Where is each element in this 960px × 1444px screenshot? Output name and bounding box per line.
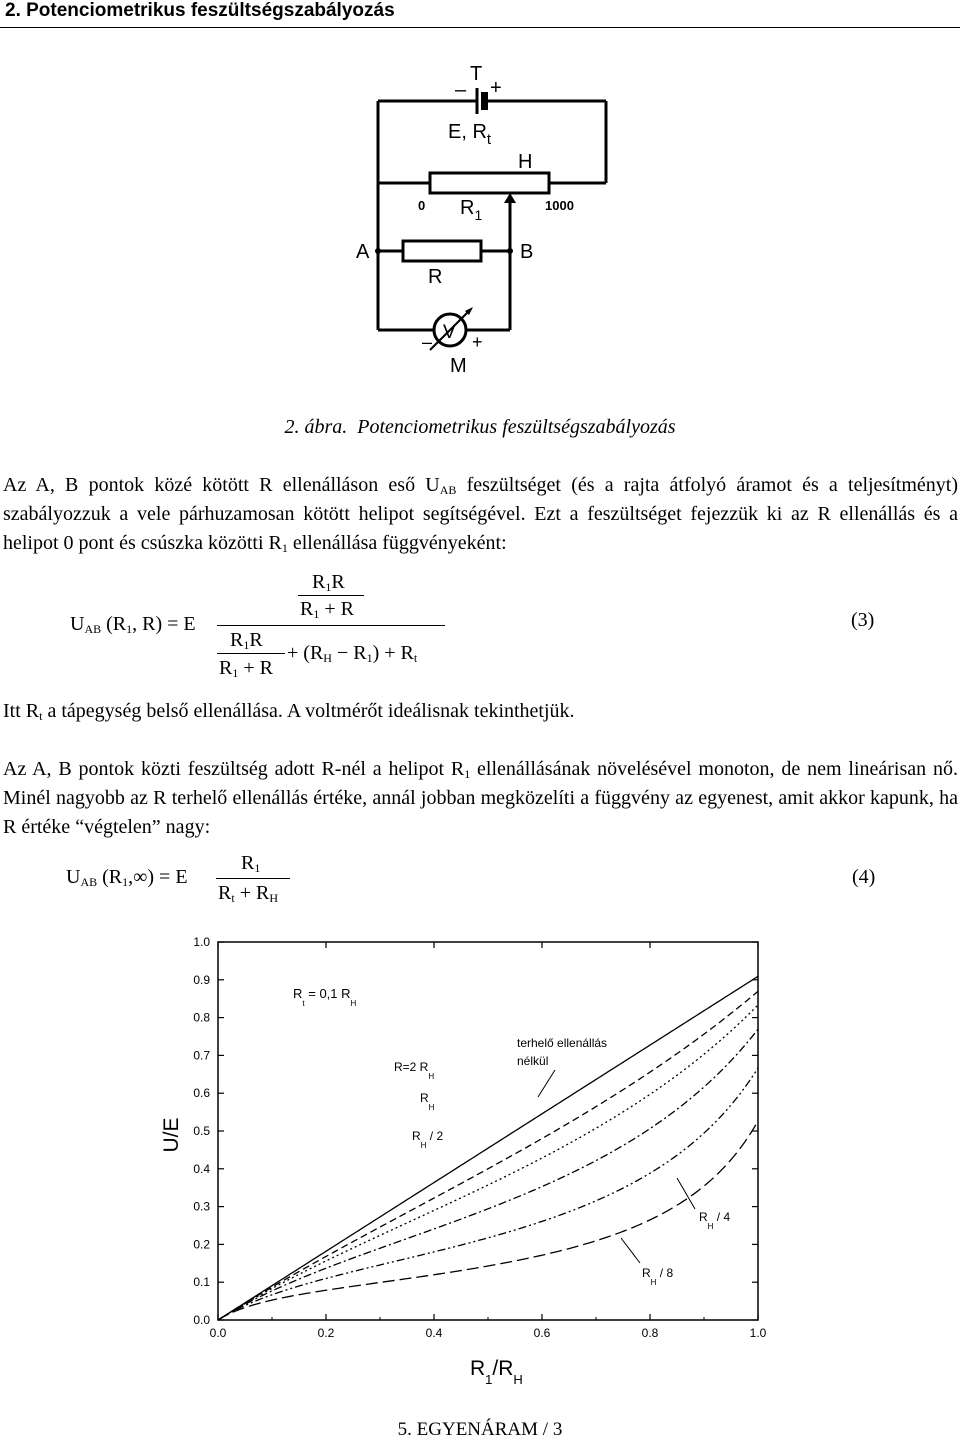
y-tick-label: 0.2 bbox=[193, 1237, 210, 1252]
eq3-num: $R_1R$ bbox=[312, 571, 345, 594]
node-b-dot bbox=[507, 248, 513, 254]
meter-plus: + bbox=[472, 332, 483, 352]
series-line-4 bbox=[218, 1068, 758, 1320]
x-tick-label: 0.4 bbox=[425, 1326, 443, 1340]
eq4-num: $R_1$ bbox=[241, 852, 261, 875]
source-label: E, $R_t$ bbox=[448, 121, 492, 148]
rt-annotation: $R_t = 0,1$ $R_H$ bbox=[293, 986, 357, 1008]
header-rule bbox=[0, 27, 960, 28]
y-tick-label: 0.3 bbox=[193, 1199, 210, 1214]
voltage-ratio-chart bbox=[150, 925, 830, 1395]
paragraph-1: Az A, B pontok közé kötött R ellenálláson eső $U_{AB}$ feszültséget (és a rajta átfolyó áramot és a teljesítményt) szabályozzuk a vele párhuzamosan kötött helipot segítségével. Ezt a feszültséget fejezzük ki az R ellenállás és a helipot 0 pont és csúszka közötti $R_1$ ellenállása függvényeként: bbox=[3, 474, 958, 555]
page-header-title: 2. Potenciometrikus feszültségszabályozás bbox=[5, 0, 395, 21]
y-tick-label: 0.4 bbox=[193, 1161, 210, 1176]
pot-r1-label: $R_1$ bbox=[460, 197, 483, 223]
resistor-r-body bbox=[403, 241, 481, 261]
meter-label: M bbox=[450, 355, 467, 377]
circuit-diagram bbox=[322, 50, 640, 384]
series-line-5 bbox=[218, 1121, 758, 1320]
eq3-main-line bbox=[217, 625, 445, 626]
y-tick-label: 0.8 bbox=[193, 1010, 210, 1025]
x-tick-label: 0.2 bbox=[317, 1326, 335, 1340]
battery-short-plate bbox=[481, 92, 488, 110]
battery-label: T bbox=[470, 63, 483, 85]
x-axis-label: $R_1/R_H$ bbox=[470, 1357, 523, 1387]
rh4-pointer bbox=[677, 1178, 695, 1209]
node-a-dot bbox=[375, 248, 381, 254]
equation-4 bbox=[0, 850, 960, 912]
rh2-label: $R_H / 2$ bbox=[412, 1129, 444, 1150]
eq3-number: (3) bbox=[851, 609, 875, 631]
eq3-num-line bbox=[298, 595, 364, 596]
resistor-r-label: R bbox=[428, 266, 443, 288]
potentiometer-body bbox=[430, 173, 549, 193]
y-tick-label: 0.7 bbox=[193, 1048, 210, 1063]
eq3-lhs: $U_{AB}$ ($R_1$, R) = E bbox=[70, 613, 196, 636]
y-tick-label: 1.0 bbox=[193, 935, 210, 949]
paragraph-2: Itt $R_t$ a tápegység belső ellenállása. A voltmérőt ideálisnak tekinthetjük. bbox=[3, 700, 575, 723]
eq3-inner-den: $R_1 + R$ bbox=[219, 657, 273, 680]
pot-left-label: 0 bbox=[418, 198, 426, 213]
y-tick-label: 0.5 bbox=[193, 1124, 210, 1138]
rh8-label: $R_H / 8$ bbox=[642, 1266, 674, 1287]
series-line-3 bbox=[218, 1029, 758, 1320]
rh4-label: $R_H / 4$ bbox=[699, 1210, 731, 1231]
eq3-inner-num: $R_1R$ bbox=[230, 629, 263, 652]
noload-label-1: terhelő ellenállás bbox=[517, 1036, 608, 1050]
y-tick-label: 0.1 bbox=[193, 1275, 210, 1290]
voltmeter-symbol: V bbox=[443, 322, 456, 343]
eq4-den: $R_t + R_H$ bbox=[218, 882, 278, 905]
meter-minus: – bbox=[422, 332, 433, 352]
y-tick-label: 0.6 bbox=[193, 1086, 210, 1101]
rh8-pointer bbox=[621, 1238, 640, 1263]
eq4-line bbox=[216, 878, 290, 879]
noload-label-2: nélkül bbox=[517, 1054, 549, 1068]
r2-label: R=2 $R_H$ bbox=[394, 1060, 435, 1081]
node-a-label: A bbox=[356, 241, 370, 263]
series-line-0 bbox=[218, 976, 758, 1320]
pot-label: H bbox=[518, 151, 533, 173]
eq4-lhs: $U_{AB}$ $(R_1,\infty) = E$ bbox=[66, 866, 188, 889]
series-line-2 bbox=[218, 1005, 758, 1320]
noload-pointer bbox=[538, 1070, 555, 1097]
x-tick-label: 0.6 bbox=[533, 1326, 551, 1340]
y-tick-label: 0.0 bbox=[193, 1313, 210, 1327]
paragraph-3: Az A, B pontok közti feszültség adott R-nél a helipot $R_1$ ellenállásának növelésével monoton, de nem lineárisan nő. Minél nagyobb az R terhelő ellenállás értéke, annál jobban megközelíti a függvény az egyenest, amit akkor kapunk, ha R értéke “végtelen” nagy: bbox=[3, 758, 958, 838]
r1-label: $R_H$ bbox=[420, 1091, 435, 1112]
eq3-inner-line bbox=[217, 653, 285, 654]
caption-number: 2. ábra. bbox=[284, 416, 348, 438]
x-tick-label: 0.0 bbox=[209, 1326, 227, 1340]
y-axis-label: U/E bbox=[160, 1117, 183, 1153]
eq3-tail: + $(R_H - R_1) + R_t$ bbox=[287, 642, 418, 665]
pot-right-label: 1000 bbox=[545, 198, 574, 213]
equation-3 bbox=[0, 565, 960, 695]
eq4-number: (4) bbox=[852, 866, 876, 888]
caption-text: Potenciometrikus feszültségszabályozás bbox=[357, 416, 676, 438]
battery-plus: + bbox=[490, 77, 502, 99]
battery-minus: – bbox=[455, 79, 467, 101]
y-tick-label: 0.9 bbox=[193, 972, 210, 987]
figure-caption bbox=[0, 416, 960, 439]
eq3-num-den: $R_1 + R$ bbox=[300, 598, 354, 621]
x-tick-label: 0.8 bbox=[641, 1326, 659, 1340]
node-b-label: B bbox=[520, 241, 534, 263]
page-footer: 5. EGYENÁRAM / 3 bbox=[397, 1419, 563, 1440]
x-tick-label: 1.0 bbox=[749, 1326, 767, 1340]
